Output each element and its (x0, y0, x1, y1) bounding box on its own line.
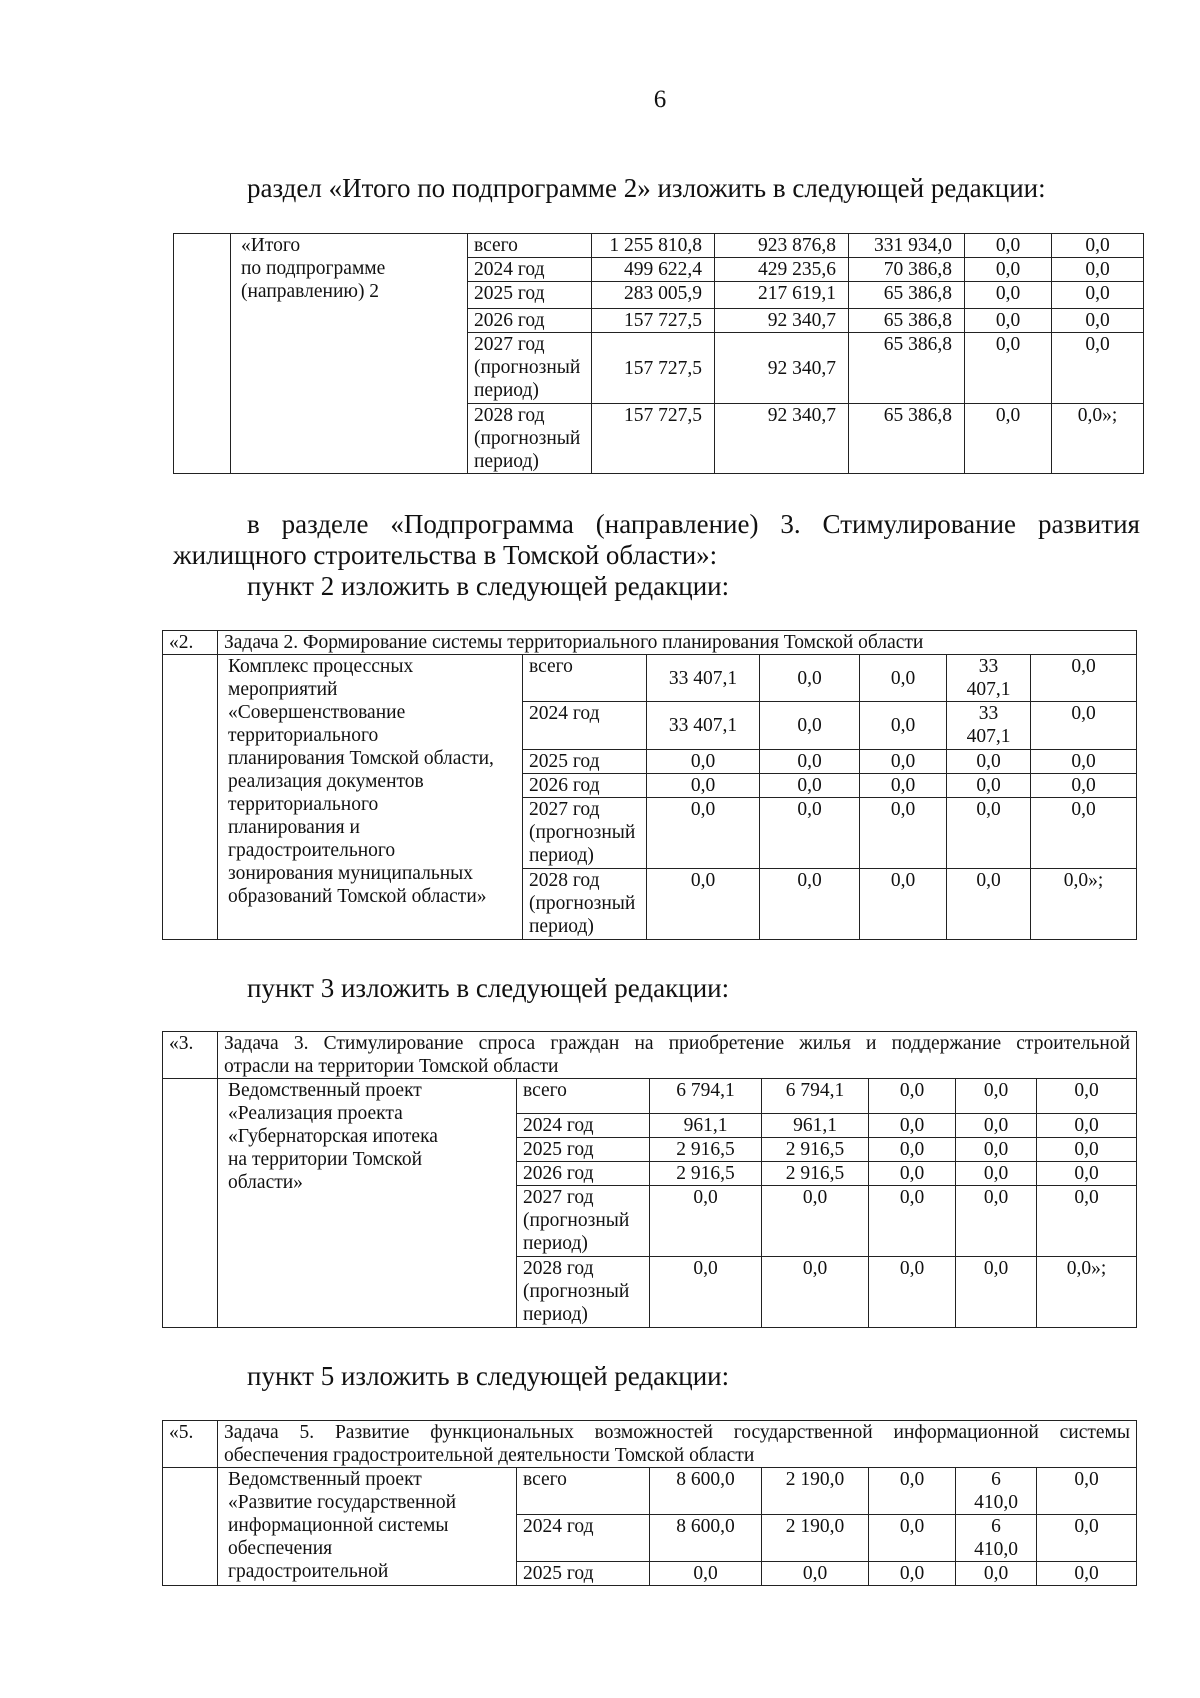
value-cell: 0,0 (965, 333, 1052, 404)
task-title: Задача 3. Стимулирование спроса граждан на приобретение жилья и поддержание строительной отрасли на территории Томской области (218, 1032, 1137, 1079)
value-cell: 0,0 (965, 309, 1052, 333)
value-cell: 0,0 (1031, 774, 1137, 798)
period-cell: всего (523, 655, 647, 702)
value-cell: 2 916,5 (650, 1162, 762, 1186)
value-cell: 0,0 (1052, 333, 1144, 404)
value-cell: 0,0 (947, 869, 1031, 940)
value-cell: 70 386,8 (849, 258, 965, 282)
row-label: «Итого по подпрограмме (направлению) 2 (231, 234, 468, 474)
value-cell: 331 934,0 (849, 234, 965, 258)
value-cell: 0,0 (965, 234, 1052, 258)
value-cell: 0,0 (1037, 1114, 1137, 1138)
period-cell: 2028 год (прогнозный период) (517, 1257, 650, 1328)
period-cell: всего (517, 1468, 650, 1515)
value-cell: 0,0 (869, 1515, 956, 1562)
intro-2-line-1: в разделе «Подпрограмма (направление) 3. Стимулирование развития (247, 509, 1140, 539)
task-number: «2. (163, 631, 218, 655)
period-cell: 2024 год (517, 1515, 650, 1562)
table-task-3 (162, 1031, 1137, 1328)
period-cell: 2028 год (прогнозный период) (523, 869, 647, 940)
value-cell: 92 340,7 (715, 333, 849, 404)
value-cell: 0,0 (860, 798, 947, 869)
value-cell: 0,0 (869, 1114, 956, 1138)
value-cell: 6 410,0 (956, 1468, 1037, 1515)
point-3-intro: пункт 3 изложить в следующей редакции: (247, 973, 730, 1003)
value-cell: 0,0 (1031, 750, 1137, 774)
value-cell: 0,0 (647, 750, 760, 774)
row-label: Ведомственный проект «Реализация проекта «Губернаторская ипотека на территории Томской области» (218, 1079, 517, 1328)
empty-num-cell (163, 1079, 218, 1328)
value-cell: 0,0 (760, 869, 860, 940)
value-cell: 0,0 (869, 1186, 956, 1257)
intro-2-line-2: жилищного строительства в Томской области»: (173, 540, 718, 570)
value-cell: 0,0»; (1037, 1257, 1137, 1328)
value-cell: 0,0 (860, 774, 947, 798)
value-cell: 65 386,8 (849, 309, 965, 333)
task-number: «3. (163, 1032, 218, 1079)
value-cell: 0,0 (860, 750, 947, 774)
value-cell: 0,0 (762, 1562, 869, 1586)
value-cell: 0,0 (1031, 655, 1137, 702)
value-cell: 0,0 (1037, 1468, 1137, 1515)
value-cell: 92 340,7 (715, 309, 849, 333)
period-cell: 2025 год (517, 1138, 650, 1162)
value-cell: 0,0 (1031, 798, 1137, 869)
table-task-5 (162, 1420, 1137, 1586)
value-cell: 0,0 (650, 1257, 762, 1328)
period-cell: 2024 год (468, 258, 592, 282)
value-cell: 0,0 (956, 1138, 1037, 1162)
period-cell: 2027 год (прогнозный период) (517, 1186, 650, 1257)
period-cell: 2026 год (523, 774, 647, 798)
value-cell: 2 916,5 (650, 1138, 762, 1162)
value-cell: 961,1 (762, 1114, 869, 1138)
value-cell: 0,0 (760, 798, 860, 869)
value-cell: 0,0 (1037, 1562, 1137, 1586)
value-cell: 0,0 (1037, 1162, 1137, 1186)
period-cell: 2025 год (523, 750, 647, 774)
value-cell: 8 600,0 (650, 1468, 762, 1515)
value-cell: 0,0 (947, 798, 1031, 869)
value-cell: 283 005,9 (592, 282, 715, 309)
value-cell: 92 340,7 (715, 404, 849, 474)
value-cell: 0,0 (1052, 234, 1144, 258)
value-cell: 0,0 (860, 655, 947, 702)
value-cell: 0,0 (965, 258, 1052, 282)
task-title: Задача 2. Формирование системы территориального планирования Томской области (218, 631, 1137, 655)
value-cell: 33 407,1 (647, 702, 760, 750)
period-cell: 2024 год (517, 1114, 650, 1138)
period-cell: 2028 год (прогнозный период) (468, 404, 592, 474)
value-cell: 65 386,8 (849, 404, 965, 474)
value-cell: 0,0»; (1052, 404, 1144, 474)
value-cell: 0,0 (956, 1186, 1037, 1257)
empty-num-cell (163, 655, 218, 940)
period-cell: 2026 год (517, 1162, 650, 1186)
value-cell: 0,0 (1031, 702, 1137, 750)
value-cell: 0,0 (1052, 282, 1144, 309)
value-cell: 33 407,1 (647, 655, 760, 702)
period-cell: 2025 год (517, 1562, 650, 1586)
period-cell: 2026 год (468, 309, 592, 333)
value-cell: 429 235,6 (715, 258, 849, 282)
period-cell: всего (468, 234, 592, 258)
task-title: Задача 5. Развитие функциональных возможностей государственной информационной системы обеспечения градостроительной деятельности Томской области (218, 1421, 1137, 1468)
value-cell: 0,0 (956, 1114, 1037, 1138)
value-cell: 0,0 (760, 750, 860, 774)
value-cell: 0,0 (647, 869, 760, 940)
value-cell: 0,0 (647, 774, 760, 798)
value-cell: 157 727,5 (592, 309, 715, 333)
table-task-2 (162, 630, 1137, 940)
value-cell: 2 190,0 (762, 1515, 869, 1562)
value-cell: 6 794,1 (650, 1079, 762, 1114)
empty-num-cell (174, 234, 231, 474)
value-cell: 0,0 (965, 404, 1052, 474)
value-cell: 157 727,5 (592, 333, 715, 404)
table-subprogram-2-total (173, 233, 1144, 474)
value-cell: 0,0 (965, 282, 1052, 309)
value-cell: 0,0 (956, 1079, 1037, 1114)
value-cell: 0,0 (869, 1138, 956, 1162)
period-cell: 2025 год (468, 282, 592, 309)
value-cell: 961,1 (650, 1114, 762, 1138)
value-cell: 0,0 (947, 750, 1031, 774)
value-cell: 157 727,5 (592, 404, 715, 474)
value-cell: 8 600,0 (650, 1515, 762, 1562)
value-cell: 923 876,8 (715, 234, 849, 258)
task-number: «5. (163, 1421, 218, 1468)
period-cell: 2027 год (прогнозный период) (468, 333, 592, 404)
value-cell: 0,0 (869, 1162, 956, 1186)
page-number: 6 (653, 86, 667, 113)
row-label: Комплекс процессных мероприятий «Совершенствование территориального планирования Томской области, реализация документов территориального планирования и градостроительного зонирования муниципальных образований Томской области» (218, 655, 523, 940)
value-cell: 0,0 (650, 1186, 762, 1257)
period-cell: 2027 год (прогнозный период) (523, 798, 647, 869)
value-cell: 33 407,1 (947, 655, 1031, 702)
value-cell: 2 190,0 (762, 1468, 869, 1515)
point-2-intro: пункт 2 изложить в следующей редакции: (247, 571, 730, 601)
value-cell: 65 386,8 (849, 333, 965, 404)
value-cell: 0,0 (956, 1562, 1037, 1586)
period-cell: 2024 год (523, 702, 647, 750)
value-cell: 33 407,1 (947, 702, 1031, 750)
value-cell: 217 619,1 (715, 282, 849, 309)
value-cell: 0,0 (650, 1562, 762, 1586)
point-5-intro: пункт 5 изложить в следующей редакции: (247, 1361, 730, 1391)
value-cell: 1 255 810,8 (592, 234, 715, 258)
value-cell: 6 410,0 (956, 1515, 1037, 1562)
value-cell: 0,0 (869, 1562, 956, 1586)
value-cell: 6 794,1 (762, 1079, 869, 1114)
value-cell: 0,0 (760, 655, 860, 702)
value-cell: 0,0 (760, 774, 860, 798)
intro-1: раздел «Итого по подпрограмме 2» изложить в следующей редакции: (247, 173, 1046, 203)
value-cell: 0,0 (860, 702, 947, 750)
value-cell: 0,0 (762, 1257, 869, 1328)
value-cell: 0,0 (947, 774, 1031, 798)
value-cell: 0,0 (1037, 1186, 1137, 1257)
empty-num-cell (163, 1468, 218, 1586)
value-cell: 0,0 (647, 798, 760, 869)
value-cell: 0,0 (860, 869, 947, 940)
value-cell: 2 916,5 (762, 1138, 869, 1162)
value-cell: 499 622,4 (592, 258, 715, 282)
value-cell: 0,0 (760, 702, 860, 750)
value-cell: 65 386,8 (849, 282, 965, 309)
row-label: Ведомственный проект «Развитие государственной информационной системы обеспечения градостроительной (218, 1468, 517, 1586)
value-cell: 0,0»; (1031, 869, 1137, 940)
value-cell: 0,0 (956, 1257, 1037, 1328)
value-cell: 0,0 (956, 1162, 1037, 1186)
value-cell: 0,0 (762, 1186, 869, 1257)
value-cell: 0,0 (1037, 1138, 1137, 1162)
value-cell: 0,0 (1037, 1515, 1137, 1562)
value-cell: 0,0 (869, 1079, 956, 1114)
value-cell: 0,0 (869, 1468, 956, 1515)
value-cell: 0,0 (869, 1257, 956, 1328)
value-cell: 0,0 (1052, 309, 1144, 333)
value-cell: 0,0 (1052, 258, 1144, 282)
value-cell: 2 916,5 (762, 1162, 869, 1186)
value-cell: 0,0 (1037, 1079, 1137, 1114)
period-cell: всего (517, 1079, 650, 1114)
